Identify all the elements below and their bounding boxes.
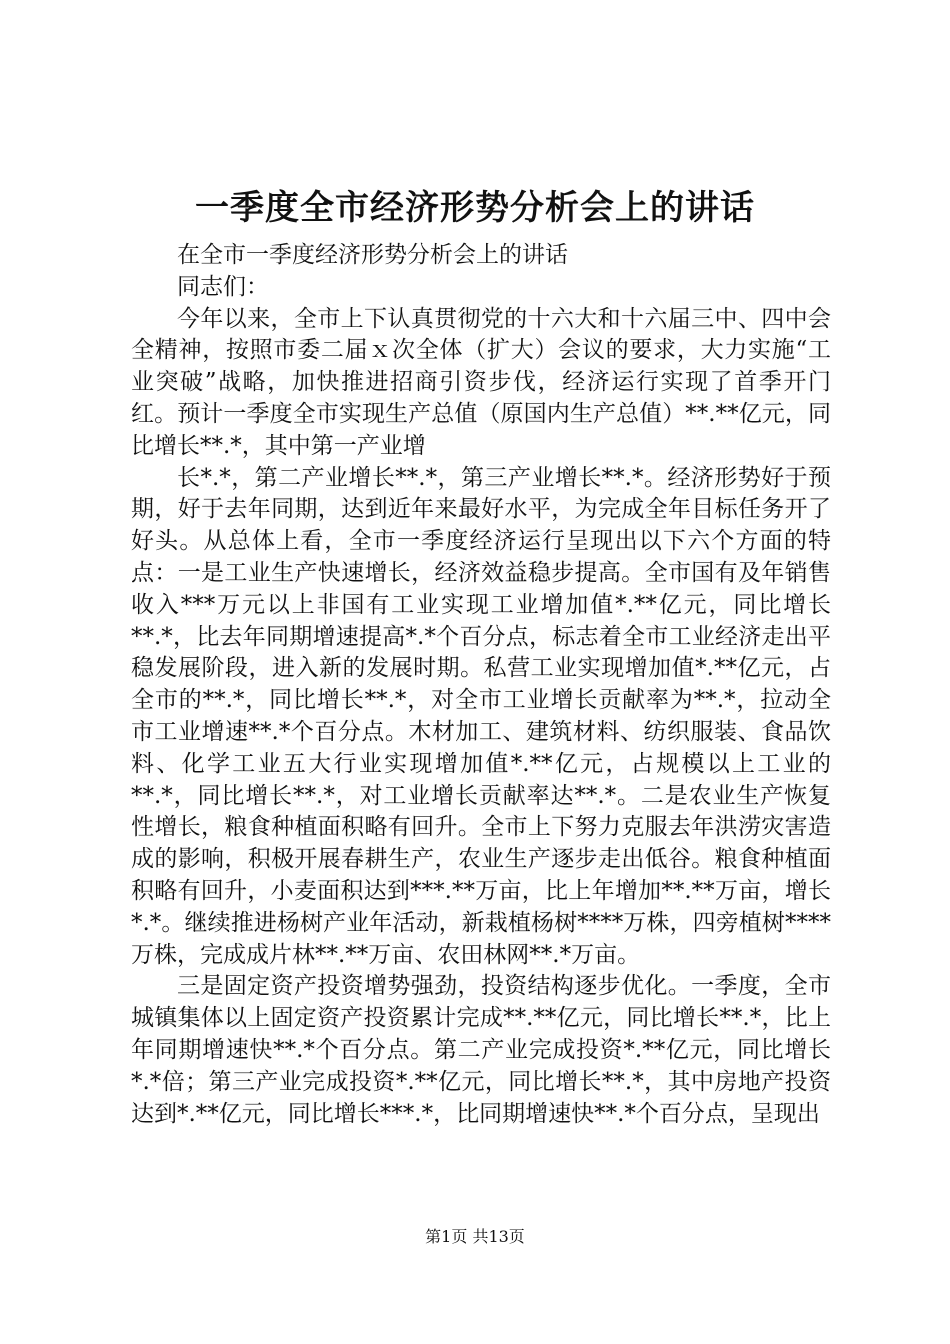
document-subtitle: 在全市一季度经济形势分析会上的讲话 — [177, 242, 568, 268]
document-title: 一季度全市经济形势分析会上的讲话 — [195, 188, 755, 228]
greeting: 同志们： — [177, 273, 269, 300]
paragraph-3: 三是固定资产投资增势强劲，投资结构逐步优化。一季度，全市城镇集体以上固定资产投资累计完成**.**亿元，同比增长**.*，比上年同期增速快**.*个百分点。第二产业完成投资*.**亿元，同比增长*.*倍；第三产业完成投资*.**亿元，同比增长**.*，其中房地产投资达到*.**亿元，同比增长***.*，比同期增速快**.*个百分点，呈现出 — [131, 973, 831, 1127]
paragraph-1: 今年以来，全市上下认真贯彻党的十六大和十六届三中、四中会全精神，按照市委二届ｘ次全体（扩大）会议的要求，大力实施“工业突破”战略，加快推进招商引资步伐，经济运行实现了首季开门红。预计一季度全市实现生产总值（原国内生产总值）**.**亿元，同比增长**.*，其中第一产业增 — [131, 305, 831, 459]
page-number-footer: 第1页 共13页 — [425, 1227, 525, 1246]
document-body — [131, 240, 831, 1130]
paragraph-2: 长*.*，第二产业增长**.*，第三产业增长**.*。经济形势好于预期，好于去年同期，达到近年来最好水平，为完成全年目标任务开了好头。从总体上看，全市一季度经济运行呈现出以下六个方面的特点：一是工业生产快速增长，经济效益稳步提高。全市国有及年销售收入***万元以上非国有工业实现工业增加值*.**亿元，同比增长**.*，比去年同期增速提高*.*个百分点，标志着全市工业经济走出平稳发展阶段，进入新的发展时期。私营工业实现增加值*.**亿元，占全市的**.*，同比增长**.*，对全市工业增长贡献率为**.*，拉动全市工业增速**.*个百分点。木材加工、建筑材料、纺织服装、食品饮料、化学工业五大行业实现增加值*.**亿元，占规模以上工业的**.*，同比增长**.*，对工业增长贡献率达**.*。二是农业生产恢复性增长，粮食种植面积略有回升。全市上下努力克服去年洪涝灾害造成的影响，积极开展春耕生产，农业生产逐步走出低谷。粮食种植面积略有回升，小麦面积达到***.**万亩，比上年增加**.**万亩，增长*.*。继续推进杨树产业年活动，新栽植杨树****万株，四旁植树****万株，完成成片林**.**万亩、农田林网**.*万亩。 — [131, 464, 831, 968]
